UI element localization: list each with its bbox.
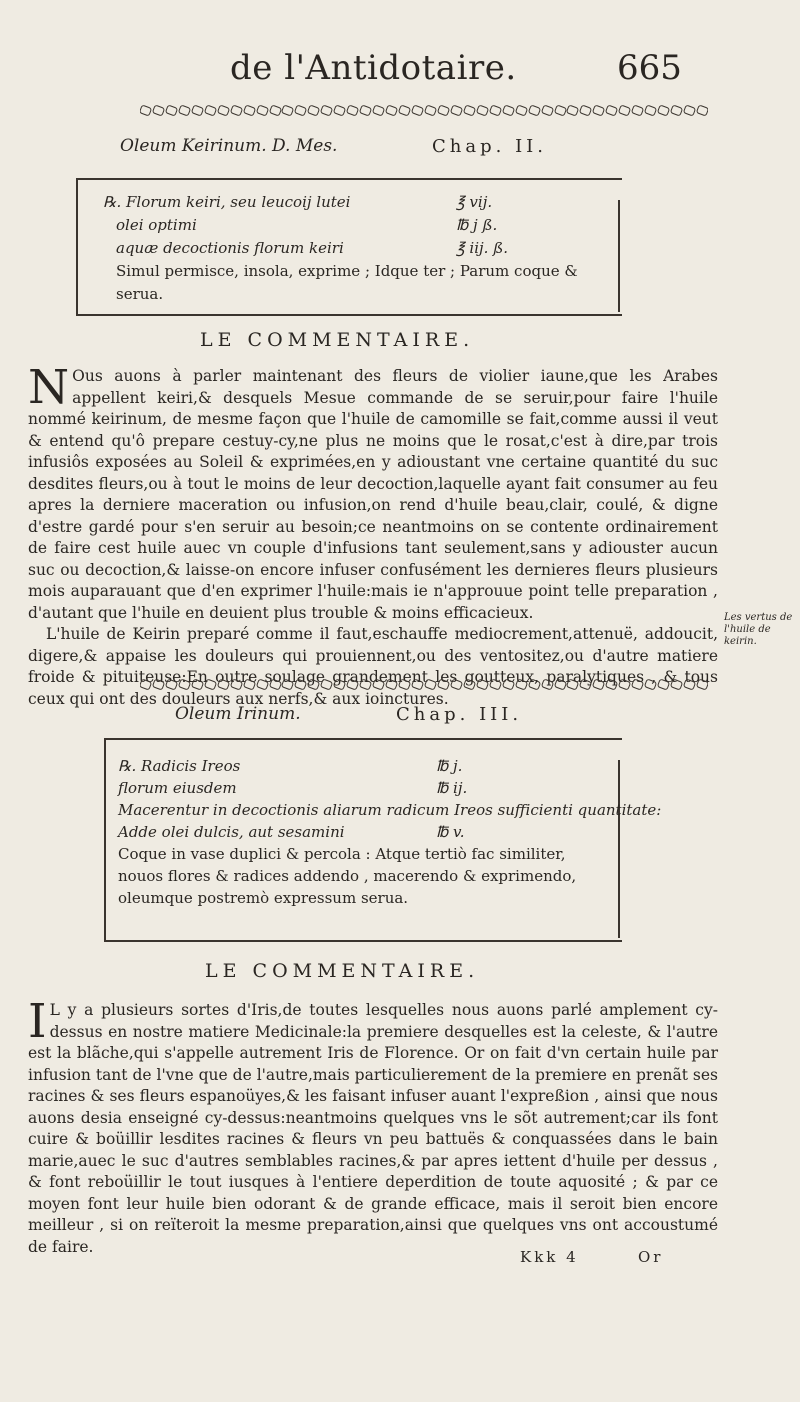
catchword: Or (638, 1248, 664, 1266)
ornament-glyph (411, 678, 424, 690)
recipe-line: serua. (116, 285, 164, 303)
ornament-glyph (204, 678, 217, 690)
ornament-glyph (605, 678, 618, 690)
ornament-glyph (152, 678, 165, 690)
ornament-glyph (476, 104, 489, 116)
ornament-glyph (165, 104, 178, 116)
recipe-quantity: ℥ vij. (456, 193, 493, 211)
drop-cap-n: N (28, 360, 70, 415)
recipe-line: ℞. Radicis Ireos (118, 757, 241, 775)
ornament-glyph (437, 104, 450, 116)
ornament-glyph (320, 678, 333, 690)
recipe-title-keirinum: Oleum Keirinum. D. Mes. (120, 136, 338, 156)
ornament-glyph (553, 678, 566, 690)
recipe-line: ℞. Florum keiri, seu leucoij lutei (103, 193, 351, 211)
ornament-glyph (514, 678, 527, 690)
ornament-glyph (385, 104, 398, 116)
ornament-glyph (255, 678, 268, 690)
ornament-glyph (437, 678, 450, 690)
commentaire-body-2 (28, 994, 718, 1258)
chapter-heading-2: Chap. II. (432, 136, 548, 157)
commentaire-heading-2: LE COMMENTAIRE. (205, 960, 480, 982)
ornament-glyph (631, 104, 644, 116)
ornament-glyph (320, 104, 333, 116)
ornament-glyph (372, 104, 385, 116)
recipe-line: florum eiusdem (118, 779, 237, 797)
ornament-glyph (140, 678, 152, 690)
ornament-glyph (229, 678, 242, 690)
ornament-glyph (255, 104, 268, 116)
ornament-glyph (281, 104, 294, 116)
ornament-glyph (411, 104, 424, 116)
recipe-line: nouos flores & radices addendo , macerendo & exprimendo, (118, 867, 577, 885)
ornament-glyph (152, 104, 165, 116)
ornament-glyph (346, 678, 359, 690)
ornament-glyph (540, 678, 553, 690)
ornament-glyph (592, 678, 605, 690)
ornament-glyph (165, 678, 178, 690)
ornament-glyph (696, 104, 708, 116)
ornament-glyph (217, 104, 230, 116)
drop-cap-i: I (28, 994, 47, 1049)
recipe-line: aquæ decoctionis florum keiri (116, 239, 344, 257)
ornament-glyph (657, 104, 670, 116)
recipe-quantity: ℔ j ß. (456, 216, 498, 234)
ornament-glyph (242, 104, 255, 116)
ornament-glyph (463, 104, 476, 116)
ornament-glyph (618, 104, 631, 116)
ornament-glyph (450, 104, 463, 116)
ornament-glyph (644, 678, 657, 690)
page-number: 665 (617, 48, 682, 88)
recipe-box-right-rule (618, 760, 620, 938)
ornament-glyph (140, 104, 152, 116)
recipe-line: Coque in vase duplici & percola : Atque tertiò fac similiter, (118, 845, 566, 863)
ornament-glyph (191, 104, 204, 116)
running-head: de l'Antidotaire. (230, 48, 517, 88)
ornament-glyph (398, 678, 411, 690)
ornament-glyph (553, 104, 566, 116)
recipe-line: Adde olei dulcis, aut sesamini (118, 823, 345, 841)
ornament-glyph (644, 104, 657, 116)
ornament-glyph (333, 104, 346, 116)
ornament-glyph (398, 104, 411, 116)
commentaire-paragraph: L'huile de Keirin preparé comme il faut,eschauffe mediocrement,attenuë, addoucit, digere,& appaise les douleurs qui prouiennent,ou des ventositez,ou d'autre matiere froide & pituiteuse:En outre soulage grandement les goutteux, paralytiques , & tous ceux qui ont des douleurs aux nerfs,& aux ioinctures. (28, 625, 718, 708)
ornament-glyph (618, 678, 631, 690)
ornament-glyph (501, 678, 514, 690)
ornament-glyph (359, 678, 372, 690)
ornament-glyph (605, 104, 618, 116)
ornament-glyph (489, 104, 502, 116)
ornament-glyph (204, 104, 217, 116)
commentaire-body-1 (28, 360, 718, 710)
ornament-glyph (489, 678, 502, 690)
ornament-glyph (385, 678, 398, 690)
ornament-glyph (307, 678, 320, 690)
recipe-quantity: ℔ v. (436, 823, 465, 841)
ornament-glyph (359, 104, 372, 116)
ornament-glyph (217, 678, 230, 690)
ornament-glyph (514, 104, 527, 116)
ornament-glyph (683, 104, 696, 116)
ornament-glyph (657, 678, 670, 690)
ornament-glyph (670, 678, 683, 690)
recipe-line: Macerentur in decoctionis aliarum radicum Ireos sufficienti quantitate: (118, 801, 662, 819)
ornament-glyph (527, 678, 540, 690)
ornament-glyph (178, 678, 191, 690)
signature-mark: Kkk 4 (520, 1248, 579, 1266)
ornament-glyph (242, 678, 255, 690)
ornament-glyph (670, 104, 683, 116)
ornament-glyph (294, 104, 307, 116)
ornament-glyph (178, 104, 191, 116)
chapter-heading-3: Chap. III. (396, 704, 523, 725)
recipe-line: oleumque postremò expressum serua. (118, 889, 409, 907)
ornament-glyph (579, 678, 592, 690)
ornament-glyph (476, 678, 489, 690)
ornament-glyph (592, 104, 605, 116)
ornament-glyph (281, 678, 294, 690)
ornament-glyph (307, 104, 320, 116)
recipe-quantity: ℔ ij. (436, 779, 468, 797)
ornament-glyph (424, 678, 437, 690)
ornament-glyph (346, 104, 359, 116)
ornament-glyph (579, 104, 592, 116)
recipe-box-right-rule (618, 200, 620, 312)
ornament-glyph (631, 678, 644, 690)
ornament-glyph (683, 678, 696, 690)
ornament-band-top (140, 104, 708, 116)
recipe-title-irinum: Oleum Irinum. (175, 704, 301, 724)
recipe-quantity: ℥ iij. ß. (456, 239, 509, 257)
ornament-glyph (450, 678, 463, 690)
commentaire-paragraph: Ous auons à parler maintenant des fleurs de violier iaune,que les Arabes appellent keiri,& desquels Mesue commande de se seruir,pour faire l'huile nommé keirinum, de mesme façon que l'huile de camomille se fait,comme aussi il veut & entend qu'ô prepare cestuy-cy,ne plus ne moins que le rosat,c'est à dire,par trois infusiôs exposées au Soleil & exprimées,en y adioustant vne certaine quantité du suc desdites fleurs,ou à tout le moins de leur decoction,laquelle ayant fait consumer au feu apres la derniere maceration ou infusion,on rend d'huile beau,clair, coulé, & digne d'estre gardé pour s'en seruir au besoin;ce neantmoins on se contente ordinairement de faire cest huile auec vn couple d'infusions tant seulement,sans y adiouster aucun suc ou decoction,& laisse-on encore infuser confusément les dernieres fleurs plusieurs mois auparauant que d'en exprimer l'huile:mais ie n'approuue point telle preparation , d'autant que l'huile en deuient plus trouble & moins efficacieux. (28, 367, 718, 622)
recipe-line: olei optimi (116, 216, 197, 234)
ornament-glyph (268, 104, 281, 116)
margin-note-vertus: Les vertus de l'huile de keirin. (724, 612, 793, 647)
ornament-glyph (566, 678, 579, 690)
ornament-glyph (424, 104, 437, 116)
ornament-glyph (294, 678, 307, 690)
ornament-glyph (527, 104, 540, 116)
ornament-glyph (268, 678, 281, 690)
commentaire-paragraph: L y a plusieurs sortes d'Iris,de toutes lesquelles nous auons parlé amplement cy-dessus en nostre matiere Medicinale:la premiere desquelles est la celeste, & l'autre est la blãche,qui s'appelle autrement Iris de Florence. Or on fait d'vn certain huile par infusion tant de l'vne que de l'autre,mais particulierement de la premiere en prenãt ses racines & ses fleurs espanoüyes,& les faisant infuser auant l'expreßion , ainsi que nous auons desia enseigné cy-dessus:neantmoins quelques vns le sõt autrement;car ils font cuire & boüillir lesdites racines & fleurs vn peu battuës & conquassées dans le bain marie,auec le suc d'autres semblables racines,& par apres iettent d'huile per dessus , & font reboüillir le tout iusques à l'entiere deperdition de toute aquosité ; & par ce moyen font leur huile bien odorant & de grande efficace, mais il seroit bien encore meilleur , si on reïteroit la mesme preparation,ainsi que quelques vns ont accoustumé de faire. (28, 1001, 718, 1256)
recipe-quantity: ℔ j. (436, 757, 463, 775)
ornament-glyph (566, 104, 579, 116)
ornament-glyph (463, 678, 476, 690)
ornament-glyph (540, 104, 553, 116)
ornament-glyph (372, 678, 385, 690)
ornament-glyph (696, 678, 708, 690)
commentaire-heading-1: LE COMMENTAIRE. (200, 329, 475, 351)
ornament-glyph (191, 678, 204, 690)
ornament-glyph (229, 104, 242, 116)
ornament-glyph (501, 104, 514, 116)
ornament-glyph (333, 678, 346, 690)
recipe-line: Simul permisce, insola, exprime ; Idque ter ; Parum coque & (116, 262, 578, 280)
ornament-band-middle (140, 678, 708, 690)
